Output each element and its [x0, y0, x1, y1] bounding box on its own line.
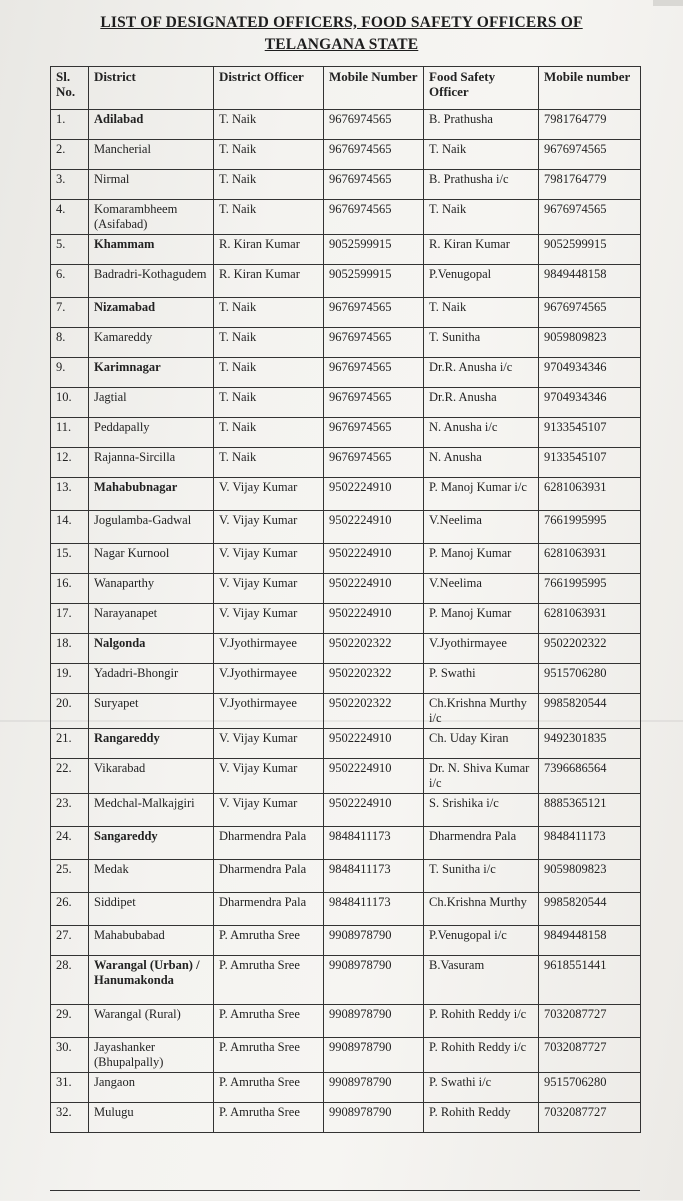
cell-sl: 21.	[51, 729, 89, 759]
cell-mobile: 9052599915	[324, 235, 424, 265]
cell-district: Nalgonda	[89, 634, 214, 664]
cell-mobile: 9848411173	[324, 827, 424, 860]
cell-mobile: 9502224910	[324, 574, 424, 604]
cell-food-safety-officer: Dr. N. Shiva Kumar i/c	[424, 759, 539, 794]
cell-district-officer: T. Naik	[214, 200, 324, 235]
cell-sl: 3.	[51, 170, 89, 200]
header-food-safety-officer: Food Safety Officer	[424, 67, 539, 110]
table-row	[51, 694, 641, 729]
cell-district-officer: V. Vijay Kumar	[214, 544, 324, 574]
cell-sl: 7.	[51, 298, 89, 328]
cell-fso-mobile: 7032087727	[539, 1103, 641, 1133]
cell-district: Narayanapet	[89, 604, 214, 634]
cell-district-officer: V.Jyothirmayee	[214, 634, 324, 664]
table-row	[51, 235, 641, 265]
cell-district-officer: V. Vijay Kumar	[214, 478, 324, 511]
header-district-officer: District Officer	[214, 67, 324, 110]
table-row	[51, 544, 641, 574]
cell-mobile: 9676974565	[324, 418, 424, 448]
cell-district: Adilabad	[89, 110, 214, 140]
cell-fso-mobile: 7032087727	[539, 1005, 641, 1038]
cell-food-safety-officer: P.Venugopal	[424, 265, 539, 298]
table-row	[51, 860, 641, 893]
table-body	[51, 110, 641, 1133]
cell-district: Jangaon	[89, 1073, 214, 1103]
table-continuation-edge	[50, 1190, 640, 1201]
cell-food-safety-officer: P.Venugopal i/c	[424, 926, 539, 956]
cell-sl: 25.	[51, 860, 89, 893]
cell-fso-mobile: 9676974565	[539, 140, 641, 170]
table-row	[51, 759, 641, 794]
cell-fso-mobile: 9515706280	[539, 1073, 641, 1103]
cell-food-safety-officer: V.Jyothirmayee	[424, 634, 539, 664]
cell-fso-mobile: 9985820544	[539, 893, 641, 926]
cell-fso-mobile: 9515706280	[539, 664, 641, 694]
cell-district: Mahabubnagar	[89, 478, 214, 511]
cell-district-officer: T. Naik	[214, 170, 324, 200]
cell-mobile: 9908978790	[324, 1005, 424, 1038]
cell-food-safety-officer: Ch. Uday Kiran	[424, 729, 539, 759]
cell-district-officer: T. Naik	[214, 110, 324, 140]
cell-fso-mobile: 9704934346	[539, 388, 641, 418]
cell-district-officer: Dharmendra Pala	[214, 827, 324, 860]
cell-food-safety-officer: N. Anusha i/c	[424, 418, 539, 448]
cell-food-safety-officer: P. Manoj Kumar	[424, 604, 539, 634]
cell-food-safety-officer: V.Neelima	[424, 574, 539, 604]
table-row	[51, 574, 641, 604]
cell-sl: 26.	[51, 893, 89, 926]
cell-mobile: 9502202322	[324, 694, 424, 729]
cell-mobile: 9676974565	[324, 200, 424, 235]
cell-district-officer: P. Amrutha Sree	[214, 1103, 324, 1133]
cell-district-officer: T. Naik	[214, 358, 324, 388]
cell-fso-mobile: 7032087727	[539, 1038, 641, 1073]
cell-mobile: 9502224910	[324, 544, 424, 574]
cell-district: Rangareddy	[89, 729, 214, 759]
cell-district: Jayashanker (Bhupalpally)	[89, 1038, 214, 1073]
cell-mobile: 9908978790	[324, 1103, 424, 1133]
cell-food-safety-officer: S. Srishika i/c	[424, 794, 539, 827]
cell-fso-mobile: 9849448158	[539, 265, 641, 298]
cell-district: Karimnagar	[89, 358, 214, 388]
cell-food-safety-officer: R. Kiran Kumar	[424, 235, 539, 265]
cell-district-officer: Dharmendra Pala	[214, 893, 324, 926]
table-row	[51, 604, 641, 634]
cell-food-safety-officer: Ch.Krishna Murthy i/c	[424, 694, 539, 729]
table-row	[51, 956, 641, 1005]
cell-district-officer: V. Vijay Kumar	[214, 604, 324, 634]
cell-district-officer: V.Jyothirmayee	[214, 694, 324, 729]
cell-fso-mobile: 9059809823	[539, 860, 641, 893]
table-row	[51, 1103, 641, 1133]
cell-sl: 19.	[51, 664, 89, 694]
table-row	[51, 1005, 641, 1038]
cell-district-officer: P. Amrutha Sree	[214, 1073, 324, 1103]
officers-table	[50, 66, 641, 1133]
cell-sl: 1.	[51, 110, 89, 140]
cell-district: Mulugu	[89, 1103, 214, 1133]
cell-food-safety-officer: T. Sunitha	[424, 328, 539, 358]
cell-district-officer: R. Kiran Kumar	[214, 235, 324, 265]
cell-sl: 8.	[51, 328, 89, 358]
cell-district-officer: V. Vijay Kumar	[214, 574, 324, 604]
header-fso-mobile-number: Mobile number	[539, 67, 641, 110]
cell-district-officer: V. Vijay Kumar	[214, 759, 324, 794]
cell-district: Nagar Kurnool	[89, 544, 214, 574]
cell-district-officer: T. Naik	[214, 328, 324, 358]
header-sl: Sl. No.	[51, 67, 89, 110]
cell-district: Komarambheem (Asifabad)	[89, 200, 214, 235]
cell-food-safety-officer: Dr.R. Anusha i/c	[424, 358, 539, 388]
cell-food-safety-officer: V.Neelima	[424, 511, 539, 544]
cell-fso-mobile: 9059809823	[539, 328, 641, 358]
cell-food-safety-officer: Dr.R. Anusha	[424, 388, 539, 418]
table-row	[51, 328, 641, 358]
cell-fso-mobile: 9704934346	[539, 358, 641, 388]
cell-mobile: 9502224910	[324, 759, 424, 794]
cell-mobile: 9502224910	[324, 729, 424, 759]
cell-fso-mobile: 7396686564	[539, 759, 641, 794]
cell-food-safety-officer: P. Rohith Reddy i/c	[424, 1005, 539, 1038]
cell-sl: 20.	[51, 694, 89, 729]
cell-district: Warangal (Urban) / Hanumakonda	[89, 956, 214, 1005]
cell-district: Peddapally	[89, 418, 214, 448]
cell-mobile: 9676974565	[324, 358, 424, 388]
cell-mobile: 9908978790	[324, 1073, 424, 1103]
cell-food-safety-officer: T. Naik	[424, 298, 539, 328]
cell-mobile: 9908978790	[324, 1038, 424, 1073]
table-row	[51, 664, 641, 694]
cell-food-safety-officer: T. Naik	[424, 140, 539, 170]
cell-food-safety-officer: P. Swathi	[424, 664, 539, 694]
cell-mobile: 9502202322	[324, 634, 424, 664]
cell-sl: 30.	[51, 1038, 89, 1073]
cell-mobile: 9676974565	[324, 110, 424, 140]
cell-fso-mobile: 9492301835	[539, 729, 641, 759]
cell-district: Warangal (Rural)	[89, 1005, 214, 1038]
cell-sl: 10.	[51, 388, 89, 418]
cell-district: Mahabubabad	[89, 926, 214, 956]
cell-district: Kamareddy	[89, 328, 214, 358]
cell-food-safety-officer: B. Prathusha i/c	[424, 170, 539, 200]
cell-mobile: 9502224910	[324, 794, 424, 827]
header-district: District	[89, 67, 214, 110]
cell-district-officer: V. Vijay Kumar	[214, 794, 324, 827]
cell-district: Jagtial	[89, 388, 214, 418]
table-row	[51, 893, 641, 926]
cell-district-officer: P. Amrutha Sree	[214, 1005, 324, 1038]
cell-district-officer: V. Vijay Kumar	[214, 511, 324, 544]
cell-mobile: 9908978790	[324, 956, 424, 1005]
document-subtitle: TELANGANA STATE	[264, 36, 419, 53]
cell-sl: 15.	[51, 544, 89, 574]
cell-sl: 13.	[51, 478, 89, 511]
cell-sl: 16.	[51, 574, 89, 604]
cell-district-officer: T. Naik	[214, 448, 324, 478]
table-row	[51, 1038, 641, 1073]
cell-sl: 24.	[51, 827, 89, 860]
cell-mobile: 9676974565	[324, 140, 424, 170]
table-header-row	[51, 67, 641, 110]
cell-fso-mobile: 9848411173	[539, 827, 641, 860]
cell-sl: 32.	[51, 1103, 89, 1133]
cell-fso-mobile: 6281063931	[539, 478, 641, 511]
cell-fso-mobile: 7661995995	[539, 511, 641, 544]
cell-mobile: 9908978790	[324, 926, 424, 956]
cell-district: Wanaparthy	[89, 574, 214, 604]
cell-sl: 12.	[51, 448, 89, 478]
cell-district-officer: P. Amrutha Sree	[214, 956, 324, 1005]
table-row	[51, 358, 641, 388]
cell-sl: 22.	[51, 759, 89, 794]
table-row	[51, 298, 641, 328]
table-row	[51, 265, 641, 298]
cell-fso-mobile: 9502202322	[539, 634, 641, 664]
table-row	[51, 200, 641, 235]
cell-mobile: 9848411173	[324, 893, 424, 926]
cell-district: Suryapet	[89, 694, 214, 729]
cell-food-safety-officer: N. Anusha	[424, 448, 539, 478]
cell-district: Nizamabad	[89, 298, 214, 328]
cell-fso-mobile: 9676974565	[539, 200, 641, 235]
table-row	[51, 827, 641, 860]
cell-district: Jogulamba-Gadwal	[89, 511, 214, 544]
cell-district-officer: T. Naik	[214, 140, 324, 170]
table-row	[51, 478, 641, 511]
cell-district-officer: T. Naik	[214, 298, 324, 328]
cell-district-officer: T. Naik	[214, 418, 324, 448]
cell-sl: 28.	[51, 956, 89, 1005]
cell-sl: 9.	[51, 358, 89, 388]
cell-mobile: 9676974565	[324, 298, 424, 328]
cell-sl: 5.	[51, 235, 89, 265]
table-row	[51, 418, 641, 448]
cell-district-officer: V. Vijay Kumar	[214, 729, 324, 759]
cell-district: Medchal-Malkajgiri	[89, 794, 214, 827]
cell-district: Sangareddy	[89, 827, 214, 860]
table-row	[51, 1073, 641, 1103]
cell-sl: 11.	[51, 418, 89, 448]
cell-district-officer: V.Jyothirmayee	[214, 664, 324, 694]
cell-food-safety-officer: P. Rohith Reddy i/c	[424, 1038, 539, 1073]
cell-district-officer: T. Naik	[214, 388, 324, 418]
cell-fso-mobile: 9849448158	[539, 926, 641, 956]
cell-sl: 2.	[51, 140, 89, 170]
table-row	[51, 729, 641, 759]
cell-district: Vikarabad	[89, 759, 214, 794]
cell-mobile: 9676974565	[324, 448, 424, 478]
cell-district: Medak	[89, 860, 214, 893]
table-row	[51, 388, 641, 418]
cell-mobile: 9052599915	[324, 265, 424, 298]
cell-food-safety-officer: P. Rohith Reddy	[424, 1103, 539, 1133]
header-mobile-number: Mobile Number	[324, 67, 424, 110]
cell-sl: 6.	[51, 265, 89, 298]
cell-fso-mobile: 6281063931	[539, 544, 641, 574]
cell-mobile: 9502224910	[324, 478, 424, 511]
cell-food-safety-officer: Ch.Krishna Murthy	[424, 893, 539, 926]
cell-sl: 17.	[51, 604, 89, 634]
cell-fso-mobile: 9985820544	[539, 694, 641, 729]
cell-district-officer: P. Amrutha Sree	[214, 1038, 324, 1073]
cell-fso-mobile: 7981764779	[539, 110, 641, 140]
cell-mobile: 9502224910	[324, 604, 424, 634]
table-row	[51, 511, 641, 544]
cell-district: Nirmal	[89, 170, 214, 200]
cell-fso-mobile: 6281063931	[539, 604, 641, 634]
table-row	[51, 140, 641, 170]
cell-fso-mobile: 9618551441	[539, 956, 641, 1005]
table-row	[51, 170, 641, 200]
cell-food-safety-officer: P. Swathi i/c	[424, 1073, 539, 1103]
cell-district-officer: Dharmendra Pala	[214, 860, 324, 893]
cell-food-safety-officer: Dharmendra Pala	[424, 827, 539, 860]
cell-sl: 31.	[51, 1073, 89, 1103]
table-row	[51, 926, 641, 956]
cell-mobile: 9502202322	[324, 664, 424, 694]
cell-sl: 23.	[51, 794, 89, 827]
cell-fso-mobile: 7661995995	[539, 574, 641, 604]
cell-food-safety-officer: B.Vasuram	[424, 956, 539, 1005]
cell-food-safety-officer: B. Prathusha	[424, 110, 539, 140]
table-row	[51, 794, 641, 827]
paper-corner	[653, 0, 683, 6]
cell-fso-mobile: 9133545107	[539, 418, 641, 448]
table-row	[51, 448, 641, 478]
table-row	[51, 634, 641, 664]
cell-district: Badradri-Kothagudem	[89, 265, 214, 298]
cell-district: Yadadri-Bhongir	[89, 664, 214, 694]
cell-sl: 4.	[51, 200, 89, 235]
cell-food-safety-officer: P. Manoj Kumar i/c	[424, 478, 539, 511]
cell-fso-mobile: 9052599915	[539, 235, 641, 265]
cell-mobile: 9848411173	[324, 860, 424, 893]
cell-sl: 29.	[51, 1005, 89, 1038]
document-title: LIST OF DESIGNATED OFFICERS, FOOD SAFETY OFFICERS OF	[100, 14, 583, 31]
cell-food-safety-officer: T. Naik	[424, 200, 539, 235]
cell-district: Mancherial	[89, 140, 214, 170]
cell-mobile: 9676974565	[324, 328, 424, 358]
cell-food-safety-officer: T. Sunitha i/c	[424, 860, 539, 893]
cell-district-officer: R. Kiran Kumar	[214, 265, 324, 298]
cell-fso-mobile: 7981764779	[539, 170, 641, 200]
cell-district-officer: P. Amrutha Sree	[214, 926, 324, 956]
cell-mobile: 9676974565	[324, 170, 424, 200]
cell-district: Siddipet	[89, 893, 214, 926]
cell-fso-mobile: 9676974565	[539, 298, 641, 328]
cell-sl: 18.	[51, 634, 89, 664]
cell-fso-mobile: 8885365121	[539, 794, 641, 827]
cell-mobile: 9502224910	[324, 511, 424, 544]
cell-district: Khammam	[89, 235, 214, 265]
cell-mobile: 9676974565	[324, 388, 424, 418]
cell-sl: 14.	[51, 511, 89, 544]
cell-fso-mobile: 9133545107	[539, 448, 641, 478]
cell-food-safety-officer: P. Manoj Kumar	[424, 544, 539, 574]
cell-sl: 27.	[51, 926, 89, 956]
table-row	[51, 110, 641, 140]
cell-district: Rajanna-Sircilla	[89, 448, 214, 478]
